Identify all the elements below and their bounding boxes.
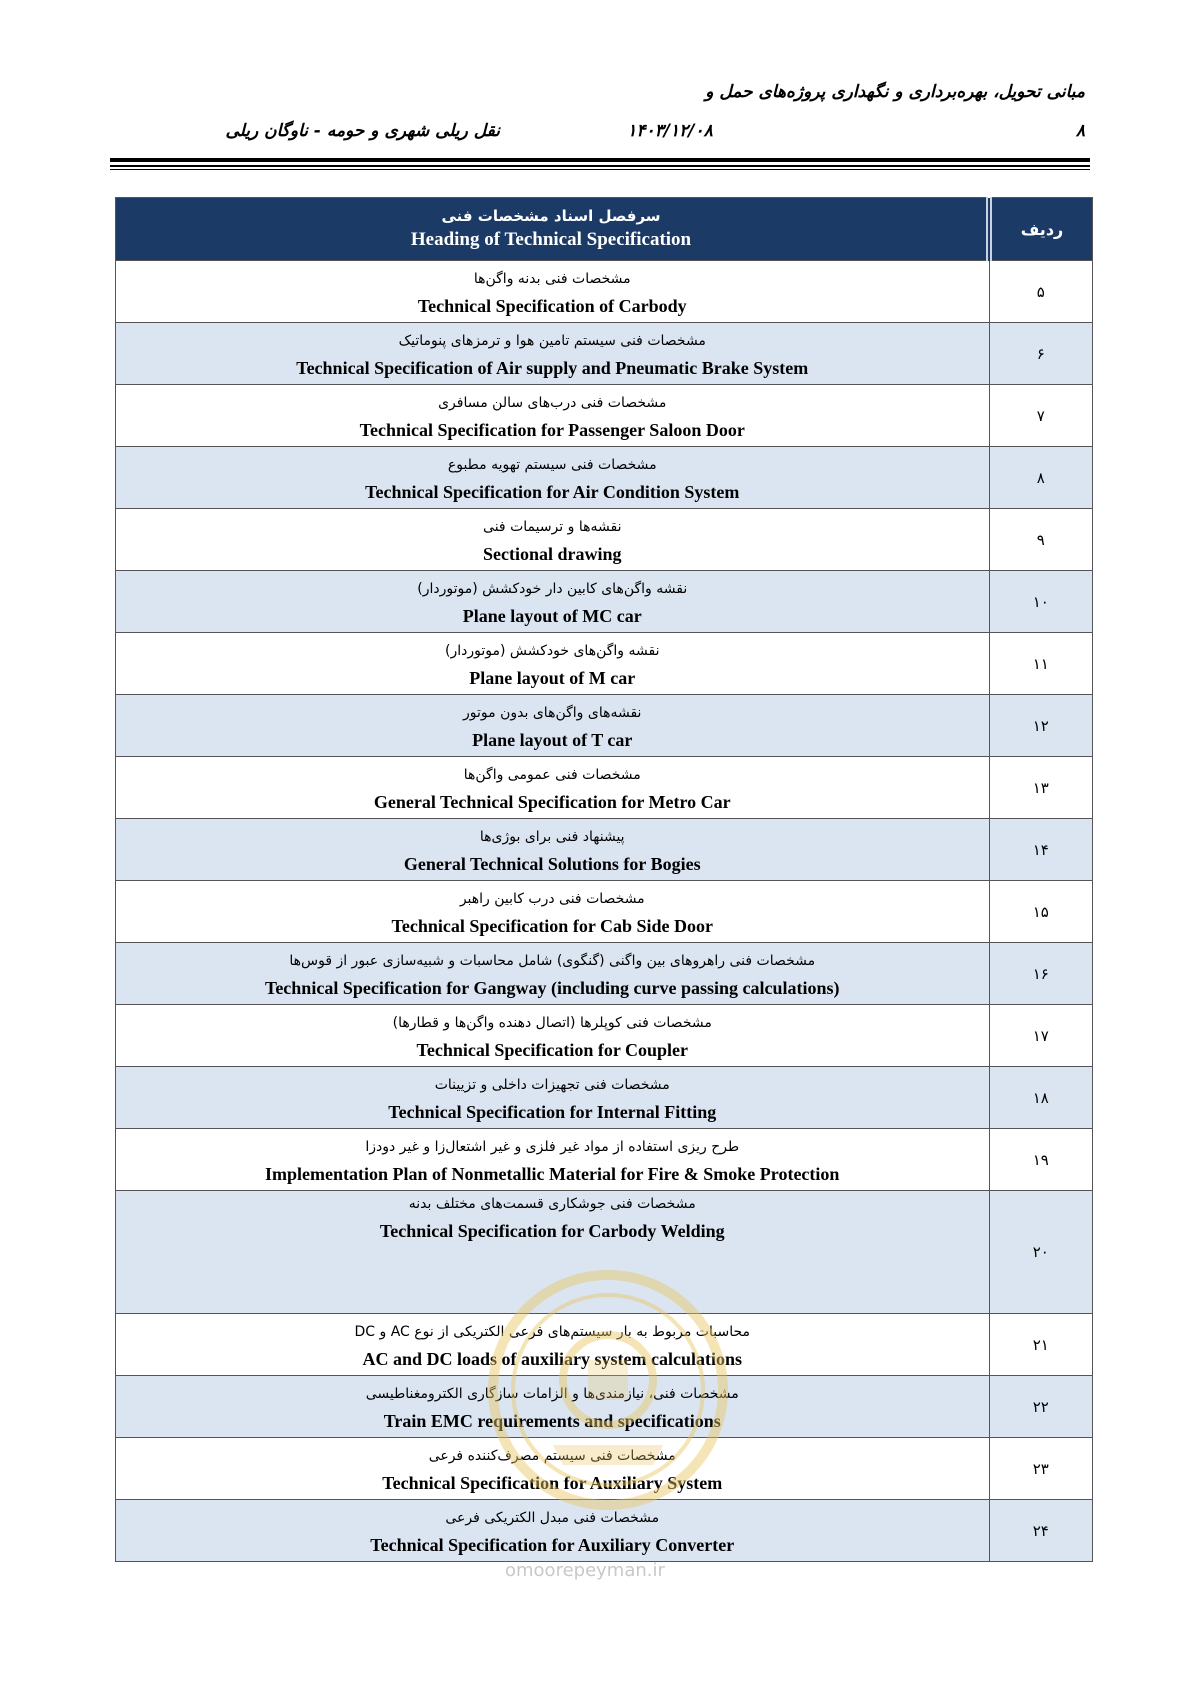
row-number: ۱۰	[989, 571, 1093, 633]
spec-title-en: Technical Specification for Air Condition System	[365, 482, 740, 502]
spec-title-en: Technical Specification of Air supply and Pneumatic Brake System	[296, 358, 809, 378]
row-number: ۱۱	[989, 633, 1093, 695]
row-number: ۲۴	[989, 1500, 1093, 1562]
table-row	[116, 1314, 1093, 1376]
table-header-row	[116, 198, 1093, 261]
spec-title-cell	[116, 1191, 990, 1314]
table-row	[116, 881, 1093, 943]
spec-title-cell	[116, 1129, 990, 1191]
technical-spec-table	[115, 197, 1093, 1562]
table-row	[116, 323, 1093, 385]
table-heading-en: Heading of Technical Specification	[410, 229, 692, 250]
row-number: ۱۹	[989, 1129, 1093, 1191]
spec-title-cell	[116, 509, 990, 571]
spec-title-fa: مشخصات فنی سیستم تهویه مطبوع	[447, 457, 657, 473]
spec-title-fa: مشخصات فنی راهروهای بین واگنی (گنگوی) شامل محاسبات و شبیه‌سازی عبور از قوس‌ها	[289, 953, 816, 969]
spec-title-en: Plane layout of MC car	[462, 606, 642, 626]
table-row	[116, 1191, 1093, 1314]
spec-title-fa: نقشه‌ها و ترسیمات فنی	[483, 519, 622, 535]
spec-title-cell	[116, 1067, 990, 1129]
document-date: ۱۴۰۳/۱۲/۰۸	[627, 121, 713, 141]
spec-title-en: General Technical Specification for Metro Car	[373, 792, 731, 812]
document-title-line2: نقل ریلی شهری و حومه - ناوگان ریلی	[225, 121, 500, 141]
spec-title-cell	[116, 323, 990, 385]
spec-title-fa: نقشه‌های واگن‌های بدون موتور	[463, 705, 642, 721]
spec-title-fa: مشخصات فنی عمومی واگن‌ها	[463, 767, 641, 783]
table-row	[116, 509, 1093, 571]
row-number: ۱۲	[989, 695, 1093, 757]
spec-title-fa: محاسبات مربوط به بار سیستم‌های فرعی الکتریکی از نوع AC و DC	[354, 1324, 751, 1340]
spec-title-fa: پیشنهاد فنی برای بوژی‌ها	[479, 829, 625, 845]
row-number: ۱۷	[989, 1005, 1093, 1067]
table-row	[116, 571, 1093, 633]
table-row	[116, 1067, 1093, 1129]
row-number: ۱۵	[989, 881, 1093, 943]
spec-title-cell	[116, 1376, 990, 1438]
spec-title-en: Train EMC requirements and specifications	[383, 1411, 721, 1431]
spec-title-cell	[116, 633, 990, 695]
table-row	[116, 385, 1093, 447]
spec-title-cell	[116, 261, 990, 323]
table-header-row-label: ردیف	[989, 198, 1093, 261]
row-number: ۱۶	[989, 943, 1093, 1005]
spec-title-cell	[116, 819, 990, 881]
table-heading-fa: سرفصل اسناد مشخصات فنی	[441, 207, 661, 225]
spec-title-fa: مشخصات فنی درب کابین راهبر	[459, 891, 645, 907]
spec-title-en: Technical Specification for Carbody Welding	[379, 1221, 725, 1241]
page-number: ۸	[1075, 121, 1085, 141]
row-number: ۷	[989, 385, 1093, 447]
table-row	[116, 633, 1093, 695]
spec-title-en: Technical Specification for Auxiliary System	[382, 1473, 723, 1493]
spec-title-fa: مشخصات فنی سیستم مصرف‌کننده فرعی	[428, 1448, 676, 1464]
spec-title-fa: نقشه واگن‌های کابین دار خودکشش (موتوردار)	[417, 581, 688, 597]
row-number: ۶	[989, 323, 1093, 385]
spec-title-fa: طرح ریزی استفاده از مواد غیر فلزی و غیر اشتعال‌زا و غیر دودزا	[365, 1139, 740, 1155]
spec-title-cell	[116, 695, 990, 757]
spec-title-fa: مشخصات فنی تجهیزات داخلی و تزیینات	[434, 1077, 670, 1093]
header-rule	[110, 158, 1090, 162]
row-number: ۲۳	[989, 1438, 1093, 1500]
spec-title-en: General Technical Solutions for Bogies	[403, 854, 701, 874]
row-number: ۱۴	[989, 819, 1093, 881]
spec-title-fa: مشخصات فنی کوپلرها (اتصال دهنده واگن‌ها و قطارها)	[392, 1015, 712, 1031]
spec-title-cell	[116, 1500, 990, 1562]
table-row	[116, 1500, 1093, 1562]
spec-title-fa: مشخصات فنی بدنه واگن‌ها	[473, 271, 631, 287]
spec-title-cell	[116, 1438, 990, 1500]
table-header-title	[116, 198, 990, 261]
row-number: ۱۳	[989, 757, 1093, 819]
table-row	[116, 1376, 1093, 1438]
spec-title-cell	[116, 881, 990, 943]
spec-title-fa: مشخصات فنی جوشکاری قسمت‌های مختلف بدنه	[408, 1196, 696, 1212]
row-number: ۵	[989, 261, 1093, 323]
spec-title-cell	[116, 1005, 990, 1067]
spec-title-fa: مشخصات فنی مبدل الکتریکی فرعی	[445, 1510, 660, 1526]
spec-title-en: Plane layout of M car	[469, 668, 636, 688]
document-title-line1: مبانی تحویل، بهره‌برداری و نگهداری پروژه‌های حمل و	[705, 82, 1085, 102]
table-row	[116, 757, 1093, 819]
spec-title-en: Technical Specification for Internal Fitting	[388, 1102, 717, 1122]
spec-title-en: Technical Specification for Cab Side Door	[391, 916, 713, 936]
spec-title-fa: مشخصات فنی، نیازمندی‌ها و الزامات سازگاری الکترومغناطیسی	[365, 1386, 739, 1402]
row-number: ۱۸	[989, 1067, 1093, 1129]
spec-title-cell	[116, 571, 990, 633]
spec-title-cell	[116, 943, 990, 1005]
spec-title-fa: نقشه واگن‌های خودکشش (موتوردار)	[445, 643, 660, 659]
row-number: ۲۰	[989, 1191, 1093, 1314]
spec-title-fa: مشخصات فنی درب‌های سالن مسافری	[438, 395, 667, 411]
table-row	[116, 695, 1093, 757]
header-rule	[110, 165, 1090, 167]
spec-title-en: Plane layout of T car	[472, 730, 633, 750]
spec-title-en: AC and DC loads of auxiliary system calculations	[362, 1349, 743, 1369]
table-row	[116, 261, 1093, 323]
spec-title-en: Technical Specification of Carbody	[417, 296, 687, 316]
spec-title-cell	[116, 447, 990, 509]
spec-title-fa: مشخصات فنی سیستم تامین هوا و ترمزهای پنوماتیک	[398, 333, 706, 349]
table-row	[116, 819, 1093, 881]
table-row	[116, 1438, 1093, 1500]
table-row	[116, 1129, 1093, 1191]
spec-title-cell	[116, 757, 990, 819]
table-row	[116, 1005, 1093, 1067]
spec-title-en: Technical Specification for Gangway (including curve passing calculations)	[264, 978, 840, 998]
row-number: ۲۲	[989, 1376, 1093, 1438]
spec-title-en: Technical Specification for Passenger Saloon Door	[359, 420, 745, 440]
spec-title-cell	[116, 1314, 990, 1376]
watermark-text: omoorepeyman.ir	[505, 1560, 665, 1581]
spec-title-en: Implementation Plan of Nonmetallic Material for Fire & Smoke Protection	[265, 1164, 840, 1184]
row-number: ۹	[989, 509, 1093, 571]
spec-title-en: Technical Specification for Coupler	[416, 1040, 688, 1060]
spec-title-cell	[116, 385, 990, 447]
header-rule	[110, 169, 1090, 170]
spec-title-en: Technical Specification for Auxiliary Converter	[370, 1535, 735, 1555]
row-number: ۸	[989, 447, 1093, 509]
row-number: ۲۱	[989, 1314, 1093, 1376]
table-row	[116, 943, 1093, 1005]
table-row	[116, 447, 1093, 509]
spec-title-en: Sectional drawing	[482, 544, 622, 564]
